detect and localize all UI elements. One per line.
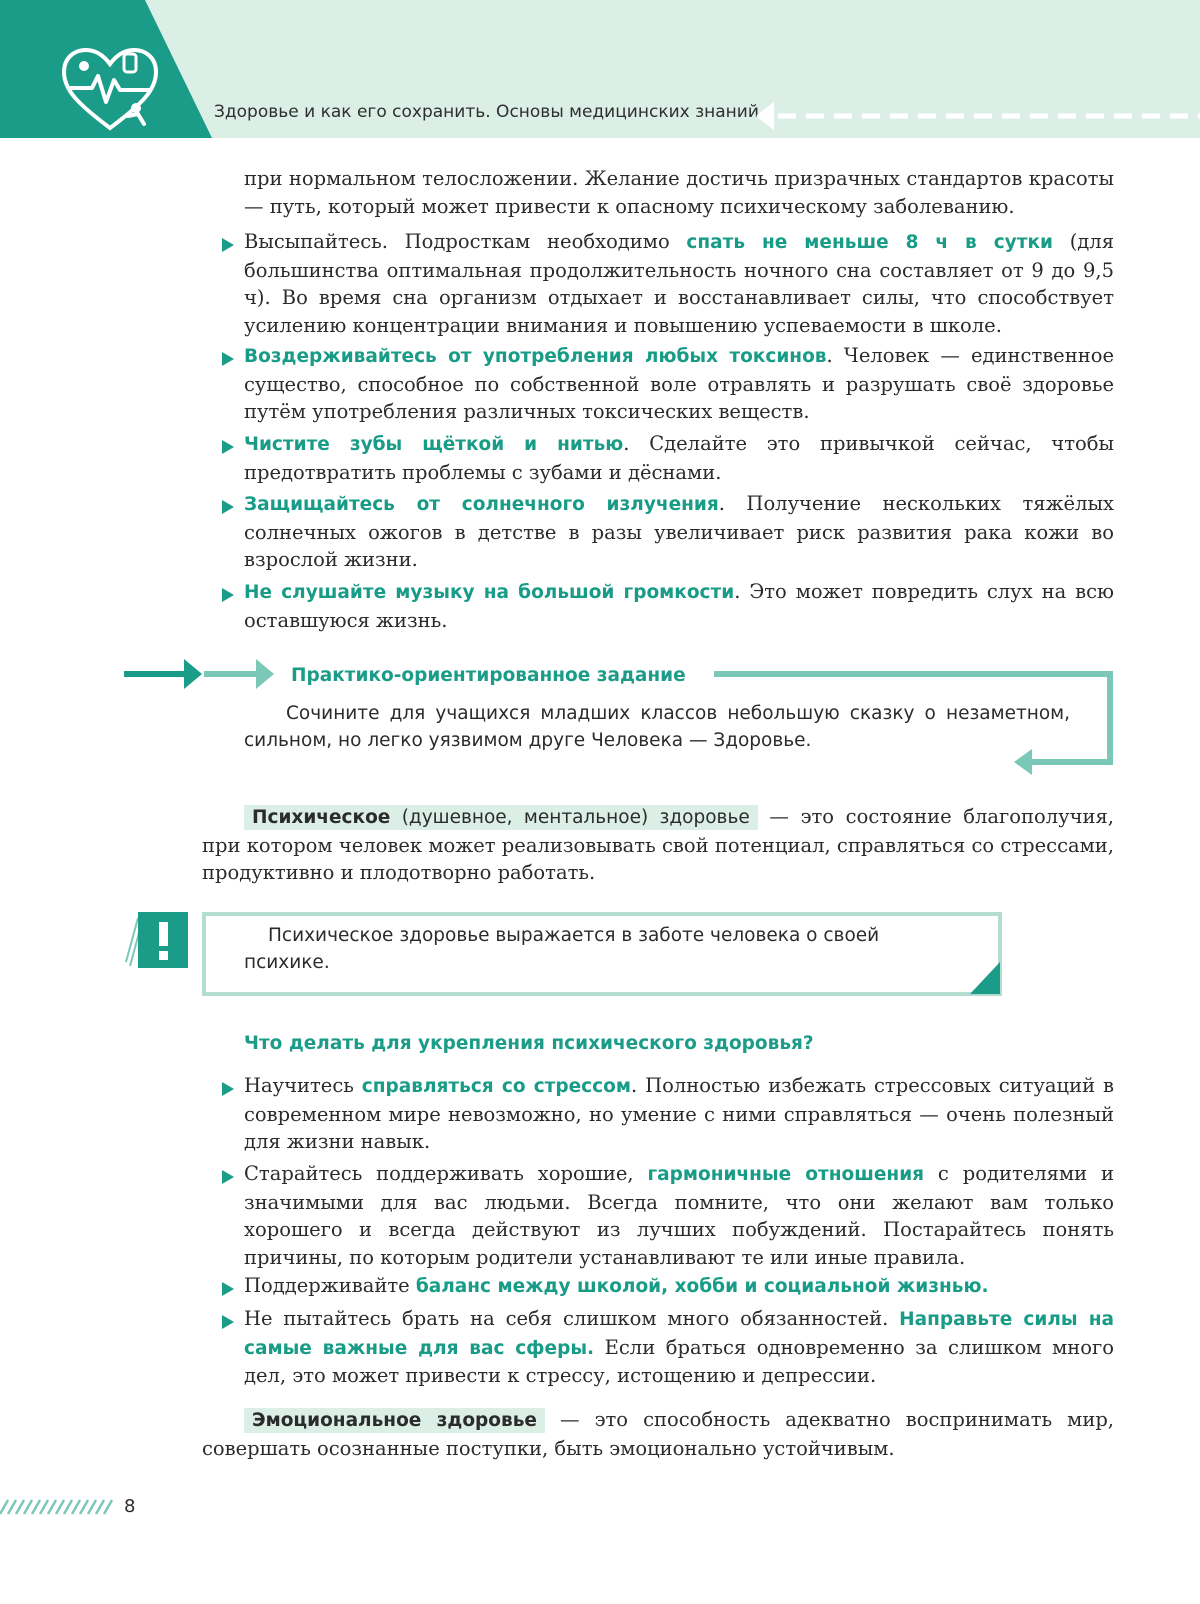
header-title: Здоровье и как его сохранить. Основы медицинских знаний — [214, 102, 759, 122]
exclamation-icon — [124, 912, 188, 968]
physical-tip-sun: Защищайтесь от солнечного излучения. Получение нескольких тяжёлых солнечных ожогов в детстве в разы увеличивает риск развития рака кожи во взрослой жизни. — [244, 492, 1114, 571]
physical-tip-toxins: Воздерживайтесь от употребления любых токсинов. Человек — единственное существо, способное по собственной воле отравлять и разрушать своё здоровье путём употребления различных токсических веществ. — [244, 344, 1114, 423]
triangle-bullet-icon — [222, 1082, 234, 1096]
triangle-bullet-icon — [222, 440, 234, 454]
footer-hatch — [0, 1496, 120, 1518]
page-number: 8 — [124, 1496, 136, 1517]
triangle-bullet-icon — [222, 1282, 234, 1296]
triangle-bullet-icon — [222, 1170, 234, 1184]
mental-tip-focus: Не пытайтесь брать на себя слишком много обязанностей. Направьте силы на самые важные для вас сферы. Если браться одновременно за слишком много дел, это может привести к стрессу, истощению и депрессии. — [244, 1307, 1114, 1387]
triangle-bullet-icon — [222, 500, 234, 514]
physical-tip-sleep: Высыпайтесь. Подросткам необходимо спать не меньше 8 ч в сутки (для большинства оптимальная продолжительность ночного сна составляет от 9 до 9,5 ч). Во время сна организм отдыхает и восстанавливает силы, что способствует усилению концентрации внимания и повышению успеваемости в школе. — [244, 230, 1114, 337]
health-icon — [58, 44, 162, 132]
emotional-term: Эмоциональное здоровье — [244, 1408, 545, 1433]
arrow-left-icon — [756, 100, 1200, 132]
triangle-bullet-icon — [222, 352, 234, 366]
task-text: Сочините для учащихся младших классов небольшую сказку о незаметном, сильном, но легко уязвимом друге Человека — Здоровье. — [244, 703, 1070, 751]
mental-definition: Психическое (душевное, ментальное) здоровье — это состояние благополучия, при котором человек может реализовывать свой потенциал, справляться со стрессами, продуктивно и плодотворно работать. — [202, 805, 1114, 884]
intro-paragraph: при нормальном телосложении. Желание достичь призрачных стандартов красоты — путь, который может привести к опасному психическому заболеванию. — [244, 167, 1114, 218]
physical-tip-music: Не слушайте музыку на большой громкости. Это может повредить слух на всю оставшуюся жизнь. — [244, 580, 1114, 632]
mental-tip-balance: Поддерживайте баланс между школой, хобби и социальной жизнью. — [244, 1274, 989, 1297]
emotional-definition: Эмоциональное здоровье — это способность адекватно воспринимать мир, совершать осознанные поступки, быть эмоционально устойчивым. — [202, 1408, 1114, 1460]
mental-heading: Что делать для укрепления психического здоровья? — [244, 1033, 814, 1054]
triangle-bullet-icon — [222, 238, 234, 252]
triangle-bullet-icon — [222, 1315, 234, 1329]
triangle-bullet-icon — [222, 588, 234, 602]
mental-tip-relations: Старайтесь поддерживать хорошие, гармоничные отношения с родителями и значимыми для вас людьми. Всегда помните, что они желают вам только хорошего и всегда действуют из лучших побуждений. Постарайтесь понять причины, по которым родители устанавливают те или иные правила. — [244, 1162, 1114, 1269]
task-title: Практико-ориентированное задание — [285, 665, 692, 686]
note-text: Психическое здоровье выражается в заботе человека о своей психике. — [244, 925, 880, 973]
mental-term: Психическое (душевное, ментальное) здоровье — [244, 805, 758, 830]
physical-tip-teeth: Чистите зубы щёткой и нитью. Сделайте это привычкой сейчас, чтобы предотвратить проблемы с зубами и дёснами. — [244, 432, 1114, 484]
mental-tip-stress: Научитесь справляться со стрессом. Полностью избежать стрессовых ситуаций в современном мире невозможно, но умение с ними справляться — очень полезный для жизни навык. — [244, 1074, 1114, 1153]
